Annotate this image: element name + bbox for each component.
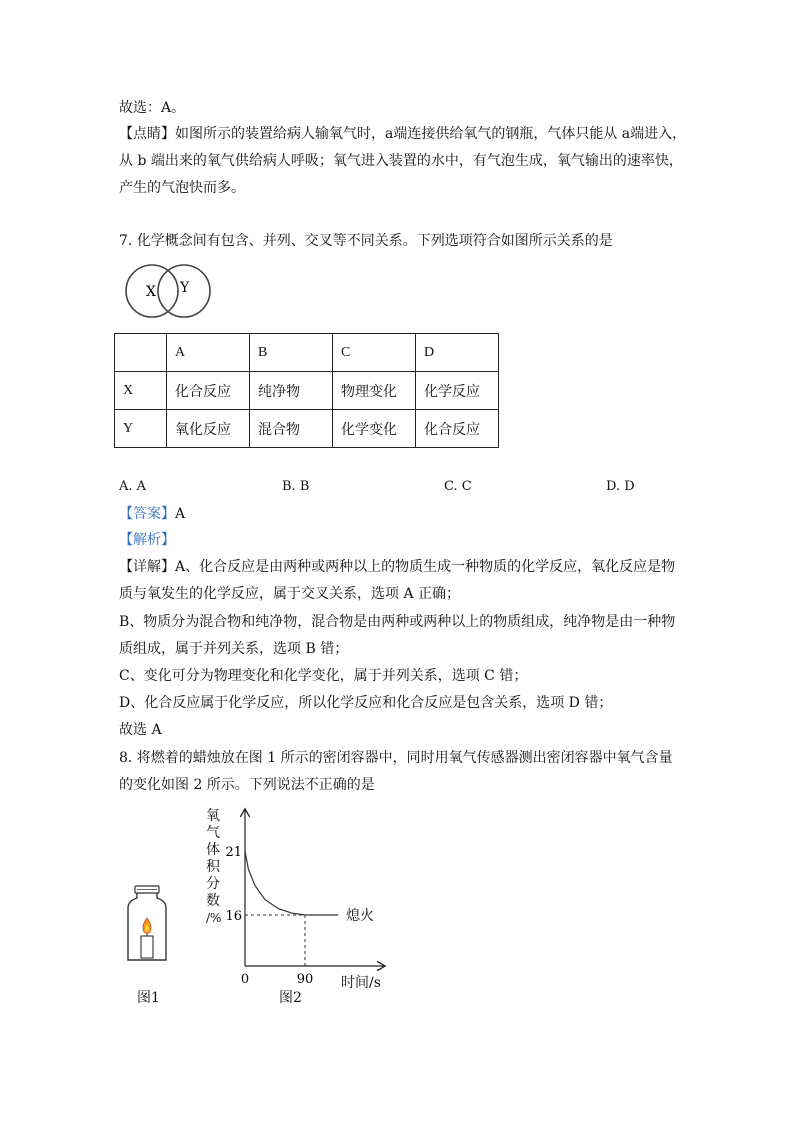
detail-line-6: D、化合反应属于化学反应，所以化学反应和化合反应是包含关系，选项 D 错； (119, 695, 613, 711)
table-header-cell: B (250, 334, 333, 372)
y-axis-label-char: 数 (206, 893, 220, 909)
table-header-cell: D (416, 334, 499, 372)
y-axis-label-unit: /% (206, 911, 222, 925)
prev-answer-line: 故选：A。 (119, 100, 186, 116)
prev-point-line-1 (119, 124, 686, 144)
venn-diagram (122, 262, 216, 320)
table-header-cell: A (167, 334, 250, 372)
y-axis-label-char: 气 (206, 825, 220, 841)
choice-b[interactable]: B. B (282, 479, 310, 494)
y-axis-label-char: 积 (206, 859, 220, 875)
table-cell: 氧化反应 (167, 410, 250, 448)
table-cell: 混合物 (250, 410, 333, 448)
y-axis-label-char: 氧 (206, 808, 220, 824)
choice-a[interactable]: A. A (119, 479, 147, 494)
table-header-cell: C (333, 334, 416, 372)
prev-point-line-3: 产生的气泡快而多。 (119, 180, 245, 196)
answer-value: A (175, 506, 186, 522)
oxygen-chart (226, 806, 396, 996)
table-cell: 物理变化 (333, 372, 416, 410)
q8-stem-2: 的变化如图 2 所示。下列说法不正确的是 (119, 777, 375, 793)
x-tick-label-90: 90 (296, 972, 314, 987)
fig2-caption: 图2 (279, 990, 302, 1006)
table-header-row (115, 334, 499, 372)
table-row-label: X (115, 372, 167, 410)
table-cell: 纯净物 (250, 372, 333, 410)
detail-tag: 【详解】 (119, 559, 175, 575)
detail-line-2: 质与氧发生的化学反应，属于交叉关系，选项 A 正确； (119, 586, 461, 602)
table-cell: 化合反应 (167, 372, 250, 410)
oxygen-series-line (245, 851, 338, 915)
y-axis-label-char: 体 (206, 842, 220, 858)
choice-d[interactable]: D. D (606, 479, 635, 494)
options-table (114, 333, 499, 448)
y-axis-label-char: 分 (206, 876, 220, 892)
answer-tag: 【答案】 (119, 506, 175, 522)
detail-line-3: B、物质分为混合物和纯净物，混合物是由两种或两种以上的物质组成，纯净物是由一种物 (119, 614, 676, 630)
table-cell (115, 334, 167, 372)
q7-stem: 7. 化学概念间有包含、并列、交叉等不同关系。下列选项符合如图所示关系的是 (119, 233, 613, 249)
table-cell: 化合反应 (416, 410, 499, 448)
jar-candle-figure (124, 884, 170, 964)
detail-line-4: 质组成，属于并列关系，选项 B 错； (119, 641, 349, 657)
table-row (115, 410, 499, 448)
analysis-tag: 【解析】 (119, 532, 175, 548)
detail-line-1 (119, 557, 675, 577)
point-tag: 【点睛】 (119, 126, 175, 142)
x-axis-label: 时间/s (341, 975, 381, 991)
candle (141, 936, 153, 958)
detail-line-5: C、变化可分为物理变化和化学变化，属于并列关系，选项 C 错； (119, 668, 528, 684)
prev-point-line-2: 从 b 端出来的氧气供给病人呼吸；氧气进入装置的水中，有气泡生成，氧气输出的速率快， (119, 153, 683, 169)
table-row (115, 372, 499, 410)
x-tick-label-0: 0 (240, 972, 250, 987)
annotation-extinguish: 熄火 (346, 908, 374, 924)
venn-label-y: Y (180, 280, 190, 296)
table-row-label: Y (115, 410, 167, 448)
choice-c[interactable]: C. C (444, 479, 472, 494)
fig1-caption: 图1 (137, 990, 160, 1006)
answer-line (119, 504, 185, 524)
detail-text-1: A、化合反应是由两种或两种以上的物质生成一种物质的化学反应，氧化反应是物 (175, 559, 676, 575)
detail-line-7: 故选 A (119, 722, 162, 738)
y-tick-label-16: 16 (225, 909, 242, 924)
y-axis-label (206, 808, 224, 927)
table-cell: 化学反应 (416, 372, 499, 410)
q8-stem-1: 8. 将燃着的蜡烛放在图 1 所示的密闭容器中，同时用氧气传感器测出密闭容器中氧气含量 (119, 750, 673, 766)
table-cell: 化学变化 (333, 410, 416, 448)
venn-label-x: X (146, 284, 156, 300)
y-tick-label-21: 21 (225, 845, 242, 860)
point-text-1: 如图所示的装置给病人输氧气时，a端连接供给氧气的钢瓶，气体只能从 a端进入， (175, 126, 687, 142)
